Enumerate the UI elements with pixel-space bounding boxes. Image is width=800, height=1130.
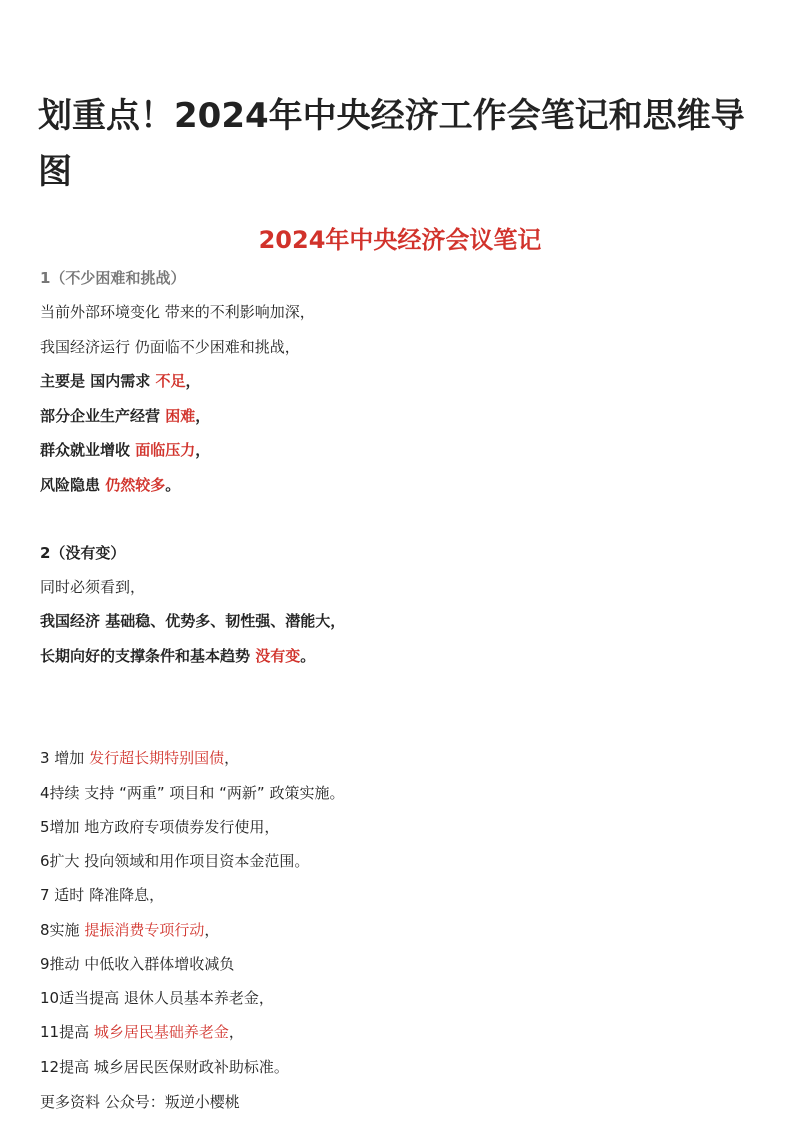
item-4: 4持续 支持 “两重” 项目和 “两新” 政策实施。 (40, 784, 345, 802)
notes-title: 2024年中央经济会议笔记 (258, 226, 542, 254)
item-10: 10适当提高 退休人员基本养老金， (40, 989, 274, 1007)
section-1-line-5 (40, 438, 210, 462)
section-1-line-1: 当前外部环境变化 带来的不利影响加深， (40, 303, 315, 321)
section-2-heading: 2（没有变） (40, 544, 126, 562)
highlight-text: 面临压力 (135, 441, 196, 459)
item-3 (40, 746, 239, 770)
section-2-line-3 (40, 644, 315, 668)
item-5: 5增加 地方政府专项债券发行使用， (40, 818, 280, 836)
line-text: 11提高 (40, 1023, 94, 1041)
line-text: 风险隐患 (40, 476, 106, 494)
line-text: 3 增加 (40, 749, 90, 767)
line-text: 长期向好的支撑条件和基本趋势 (40, 647, 256, 665)
item-12: 12提高 城乡居民医保财政补助标准。 (40, 1058, 289, 1076)
item-11 (40, 1020, 244, 1044)
section-1-heading: 1（不少困难和挑战） (40, 269, 186, 287)
line-text: 8实施 (40, 921, 85, 939)
line-punct: ， (185, 372, 201, 390)
line-punct: ， (204, 921, 220, 939)
item-8 (40, 918, 219, 942)
line-text: 部分企业生产经营 (40, 407, 166, 425)
item-7: 7 适时 降准降息， (40, 886, 165, 904)
line-text: 群众就业增收 (40, 441, 136, 459)
footer-note: 更多资料 公众号：叛逆小樱桃 (40, 1093, 240, 1111)
line-punct: 。 (300, 647, 316, 665)
section-2-line-1: 同时必须看到， (40, 578, 146, 596)
line-punct: ， (224, 749, 240, 767)
item-9: 9推动 中低收入群体增收减负 (40, 955, 235, 973)
section-2-line-2: 我国经济 基础稳、优势多、韧性强、潜能大， (40, 612, 346, 630)
line-text: 主要是 国内需求 (40, 372, 156, 390)
highlight-text: 不足 (155, 372, 186, 390)
line-punct: ， (195, 407, 211, 425)
line-punct: 。 (165, 476, 181, 494)
section-1-line-4 (40, 404, 210, 428)
highlight-text: 提振消费专项行动 (84, 921, 205, 939)
section-1-line-6 (40, 473, 180, 497)
line-punct: ， (228, 1023, 244, 1041)
section-1-line-2: 我国经济运行 仍面临不少困难和挑战， (40, 338, 300, 356)
highlight-text: 困难 (165, 407, 196, 425)
section-1-line-3 (40, 369, 200, 393)
line-punct: ， (195, 441, 211, 459)
item-6: 6扩大 投向领域和用作项目资本金范围。 (40, 852, 310, 870)
highlight-text: 城乡居民基础养老金 (93, 1023, 229, 1041)
highlight-text: 没有变 (255, 647, 301, 665)
page-title: 划重点！2024年中央经济工作会笔记和思维导图 (38, 96, 745, 192)
highlight-text: 仍然较多 (105, 476, 166, 494)
highlight-text: 发行超长期特别国债 (89, 749, 225, 767)
